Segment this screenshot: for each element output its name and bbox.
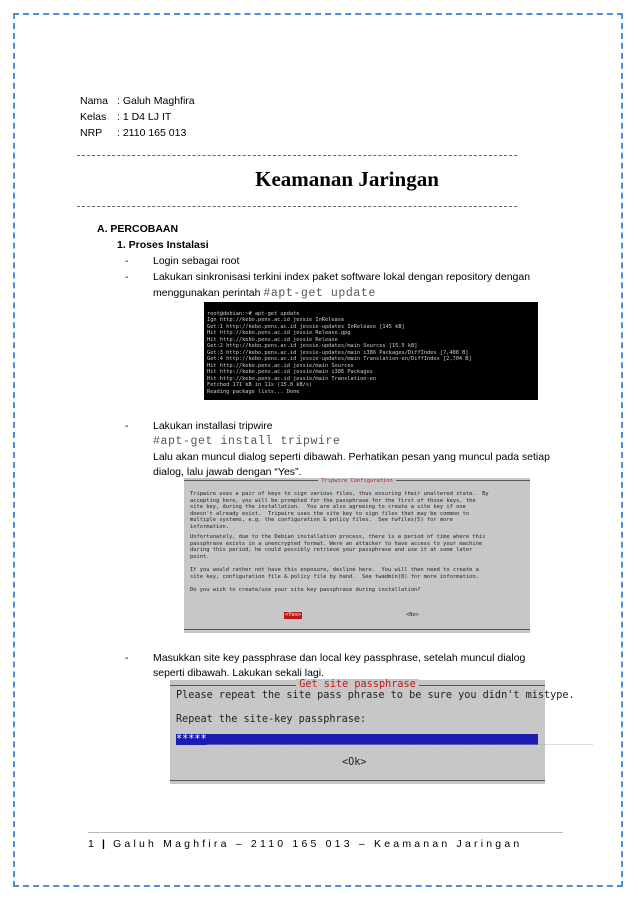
footer-text: Galuh Maghfira – 2110 165 013 – Keamanan Jaringan <box>113 838 523 850</box>
step-sync-text: menggunakan perintah <box>153 287 264 299</box>
step-install-line3: dialog, lalu jawab dengan “Yes”. <box>153 466 302 478</box>
input-fill: _______________________________________________________________ <box>206 734 594 745</box>
step-passphrase-line1: Masukkan site key passphrase dan local key passphrase, setelah muncul dialog <box>153 652 526 664</box>
terminal-line: Get:3 http://kebo.pens.ac.id jessie-updates/main i386 Packages/DiffIndex [7,408 B] <box>207 349 469 356</box>
dialog-title-wrap <box>184 478 530 485</box>
dialog-question: Do you wish to create/use your site key passphrase during installation? <box>190 587 421 593</box>
terminal-line: Get:1 http://kebo.pens.ac.id jessie-updates InRelease [145 kB] <box>207 323 405 330</box>
meta-value: : 1 D4 LJ IT <box>117 111 172 123</box>
yes-button[interactable]: <Yes> <box>285 612 302 618</box>
dialog-bottom-border <box>184 629 530 630</box>
command-apt-update: #apt-get update <box>263 287 376 300</box>
step-install-line2: Lalu akan muncul dialog seperti dibawah. Perhatikan pesan yang muncul pada setiap <box>153 451 550 463</box>
footer-separator: | <box>101 838 105 850</box>
bullet: - <box>125 420 129 432</box>
terminal-line: Hit http://kebo.pens.ac.id jessie/main Translation-en <box>207 375 377 382</box>
terminal-line: Get:4 http://kebo.pens.ac.id jessie-updates/main Translation-en/DiffIndex [2,704 B] <box>207 356 472 362</box>
dialog-paragraph: Tripwire uses a pair of keys to sign various files, thus ensuring their unaltered state. By accepting here, you will be prompted for the passphrase for the first of those keys, the site key, during the installation. You are also agreeing to create a site key if one doesn't already exist. Tripwire uses the site key to sign files that may be common to multiple systems, e.g. the configuration & policy files. See twfiles(5) for more information. <box>190 491 489 530</box>
dialog-prompt: Repeat the site-key passphrase: <box>176 714 367 725</box>
passphrase-input[interactable] <box>176 734 594 745</box>
terminal-line: Hit http://kebo.pens.ac.id jessie/main Sources <box>207 362 354 369</box>
footer-rule <box>88 832 563 833</box>
section-heading: A. PERCOBAAN <box>97 223 179 235</box>
terminal-line: Reading package lists... Done <box>207 388 300 395</box>
dialog-paragraph: If you would rather not have this exposure, decline here. You will then need to create a site key, configuration file & policy file by hand. See twadmin(8) for more information. <box>190 567 479 580</box>
dialog-title: Get site passphrase <box>296 679 419 690</box>
meta-label: Kelas <box>80 111 107 123</box>
dialog-bottom-border <box>170 780 545 781</box>
step-passphrase-line2: seperti dibawah. Lakukan sekali lagi. <box>153 667 325 679</box>
dialog-paragraph: Unfortunately, due to the Debian installation process, there is a period of time where this passphrase exists in a unencrypted format. Were an attacker to have access to your machine during this period, he could possibly retrieve your passphrase and use it at some later point. <box>190 534 486 560</box>
divider-bottom <box>77 206 517 207</box>
meta-value: : 2110 165 013 <box>117 127 187 139</box>
meta-label: Nama <box>80 95 109 107</box>
page-title: Keamanan Jaringan <box>255 167 439 191</box>
no-button[interactable]: <No> <box>406 612 419 618</box>
meta-label: NRP <box>80 127 103 139</box>
terminal-line: Hit http://kebo.pens.ac.id jessie Release.gpg <box>207 330 351 336</box>
step-sync-line2 <box>153 286 376 302</box>
step-install-line1: Lakukan installasi tripwire <box>153 420 273 432</box>
terminal-line: Ign http://kebo.pens.ac.id jessie InRelease <box>207 317 345 323</box>
step-sync-line1: Lakukan sinkronisasi terkini index paket software lokal dengan repository dengan <box>153 271 531 283</box>
terminal-line: Fetched 171 kB in 11s (15.0 kB/s) <box>207 382 313 388</box>
divider-top <box>77 155 517 156</box>
command-apt-install: #apt-get install tripwire <box>153 435 341 448</box>
passphrase-input-value: ***** <box>176 734 207 745</box>
meta-value: : Galuh Maghfira <box>117 95 195 107</box>
bullet: - <box>125 271 129 283</box>
terminal-line: Get:2 http://kebo.pens.ac.id jessie-updates/main Sources [15.5 kB] <box>207 343 418 349</box>
header-info <box>80 93 280 143</box>
page-number: 1 <box>88 838 94 850</box>
ok-button[interactable]: <Ok> <box>342 757 367 768</box>
step-login: Login sebagai root <box>153 255 240 267</box>
bullet: - <box>125 255 129 267</box>
terminal-line: Hit http://kebo.pens.ac.id jessie Release <box>207 336 338 343</box>
site-passphrase-dialog <box>170 679 594 784</box>
tripwire-config-dialog <box>184 478 530 633</box>
terminal-line: root@debian:~# apt-get update <box>207 310 300 317</box>
page-footer <box>88 838 522 850</box>
dialog-title: Tripwire Configuration <box>318 478 395 484</box>
subsection-heading: 1. Proses Instalasi <box>117 239 209 251</box>
terminal-screenshot <box>204 302 538 400</box>
bullet: - <box>125 652 129 664</box>
dialog-message: Please repeat the site pass phrase to be sure you didn't mistype. <box>176 690 575 701</box>
terminal-line: Hit http://kebo.pens.ac.id jessie/main i386 Packages <box>207 369 373 375</box>
